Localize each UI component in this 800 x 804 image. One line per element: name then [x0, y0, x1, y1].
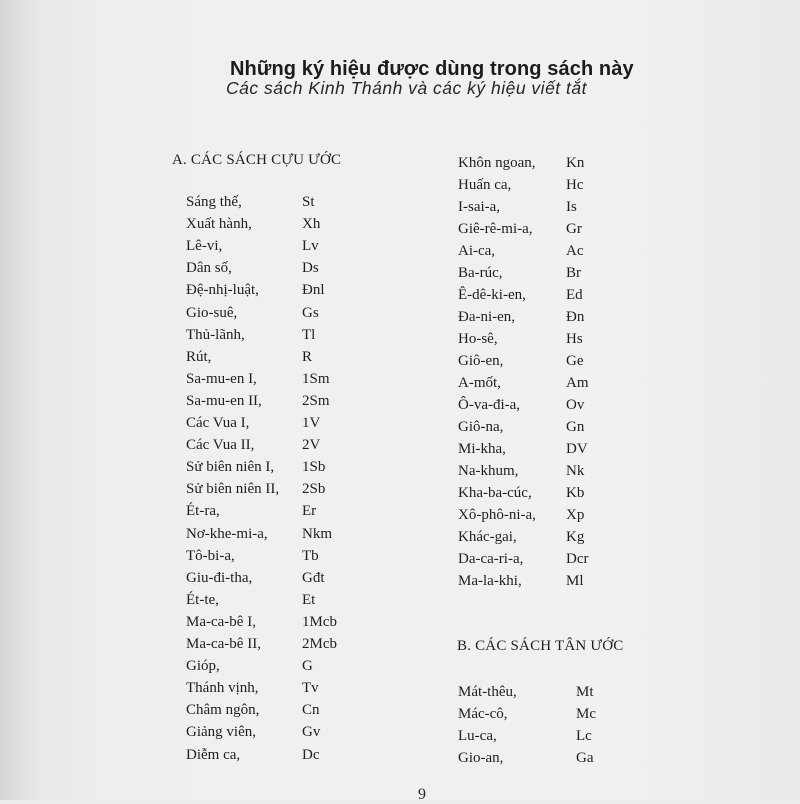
book-name: Kha-ba-cúc, [458, 485, 532, 501]
book-abbreviation: Ge [566, 353, 584, 369]
book-name: Giảng viên, [186, 724, 256, 741]
book-name: Đa-ni-en, [458, 309, 516, 325]
book-name: Xuất hành, [186, 216, 252, 233]
book-name: Da-ca-ri-a, [458, 551, 524, 567]
book-name: Sa-mu-en II, [186, 392, 262, 409]
book-abbreviation: 1Mcb [302, 613, 337, 630]
book-name: Ho-sê, [458, 331, 498, 347]
book-abbreviation: Mc [576, 706, 596, 722]
book-name: Khôn ngoan, [458, 155, 536, 171]
book-entry [458, 507, 678, 529]
book-entry [458, 243, 678, 265]
book-name: Diễm ca, [186, 746, 241, 763]
book-abbreviation: 2Sm [302, 392, 330, 409]
book-name: Các Vua II, [186, 437, 255, 454]
old-testament-title: A. CÁC SÁCH CỰU ƯỚC [172, 152, 342, 168]
book-abbreviation: Kb [566, 485, 585, 501]
book-abbreviation: Cn [302, 702, 320, 719]
book-entry [458, 750, 678, 772]
book-name: Đệ-nhị-luật, [186, 282, 259, 299]
book-abbreviation: Nk [566, 463, 585, 479]
book-abbreviation: Et [302, 591, 316, 608]
book-entry [458, 309, 678, 331]
book-name: Thủ-lãnh, [186, 326, 245, 343]
book-abbreviation: Hs [566, 331, 583, 347]
book-name: Sử biên niên II, [186, 481, 280, 498]
book-name: Giô-na, [458, 419, 504, 435]
book-entry [458, 155, 678, 177]
book-entry [186, 349, 406, 371]
book-name: Lê-vi, [186, 238, 223, 255]
book-abbreviation: Xp [566, 507, 585, 523]
book-entry [458, 441, 678, 463]
book-entry [458, 287, 678, 309]
book-entry [186, 282, 406, 304]
book-entry [458, 221, 678, 243]
book-abbreviation: 2Sb [302, 481, 326, 498]
book-name: Lu-ca, [458, 728, 497, 744]
book-entry [186, 592, 406, 614]
book-entry [186, 702, 406, 724]
book-abbreviation: Br [566, 265, 581, 281]
book-abbreviation: Gđt [302, 569, 325, 586]
book-abbreviation: 2Mcb [302, 636, 337, 652]
book-abbreviation: Gv [302, 724, 321, 741]
book-abbreviation: Tb [302, 547, 319, 564]
book-name: Mác-cô, [458, 706, 508, 722]
book-abbreviation: Ed [566, 287, 583, 303]
book-abbreviation: Lc [576, 728, 592, 744]
book-abbreviation: Đnl [302, 282, 325, 299]
book-entry [458, 551, 678, 573]
book-entry [458, 573, 678, 595]
page-number: 9 [418, 786, 426, 803]
book-entry [186, 658, 406, 680]
book-name: Na-khum, [458, 463, 519, 479]
book-entry [458, 706, 678, 728]
book-abbreviation: Kn [566, 155, 585, 171]
book-name: Giô-en, [458, 353, 504, 369]
book-name: Huấn ca, [458, 177, 512, 193]
book-name: Gióp, [186, 658, 220, 675]
book-abbreviation: 2V [302, 437, 321, 454]
book-entry [186, 747, 406, 769]
book-abbreviation: Gs [302, 304, 319, 321]
book-name: Sử biên niên I, [186, 459, 275, 476]
book-abbreviation: 1Sm [302, 370, 330, 387]
book-abbreviation: 1Sb [302, 459, 326, 476]
new-testament-title: B. CÁC SÁCH TÂN ƯỚC [457, 638, 624, 654]
book-abbreviation: Ds [302, 260, 319, 277]
book-name: Sa-mu-en I, [186, 370, 257, 387]
book-abbreviation: Mt [576, 684, 594, 700]
book-entry [186, 238, 406, 260]
book-entry [458, 331, 678, 353]
book-name: Tô-bi-a, [186, 547, 235, 564]
book-abbreviation: Am [566, 375, 589, 391]
book-entry [458, 177, 678, 199]
book-entry [186, 570, 406, 592]
book-name: Giê-rê-mi-a, [458, 221, 533, 237]
book-abbreviation: Ga [576, 750, 594, 766]
book-abbreviation: Hc [566, 177, 584, 193]
book-name: Khác-gai, [458, 529, 517, 545]
book-name: Ma-ca-bê II, [186, 636, 261, 652]
book-abbreviation: Ml [566, 573, 584, 589]
book-entry [186, 680, 406, 702]
book-entry [186, 327, 406, 349]
book-name: Ét-te, [186, 591, 219, 608]
book-entry [186, 194, 406, 216]
book-entry [186, 636, 406, 658]
book-abbreviation: Tl [302, 326, 316, 343]
book-name: A-mốt, [458, 375, 501, 391]
book-name: Dân số, [186, 260, 232, 277]
book-entry [186, 305, 406, 327]
book-name: Ét-ra, [186, 503, 220, 520]
book-abbreviation: St [302, 194, 315, 210]
book-entry [186, 526, 406, 548]
book-abbreviation: R [302, 348, 313, 365]
book-entry [186, 216, 406, 238]
book-entry [186, 393, 406, 415]
book-entry [458, 375, 678, 397]
book-entry [458, 419, 678, 441]
book-abbreviation: Ov [566, 397, 585, 413]
book-entry [186, 614, 406, 636]
book-abbreviation: Lv [302, 238, 319, 255]
book-abbreviation: Dc [302, 746, 320, 763]
book-name: Sáng thế, [186, 194, 242, 210]
book-name: Mi-kha, [458, 441, 506, 457]
book-abbreviation: Dcr [566, 551, 589, 567]
book-abbreviation: 1V [302, 415, 321, 431]
book-entry [458, 728, 678, 750]
book-entry [186, 503, 406, 525]
book-name: Các Vua I, [186, 415, 250, 431]
book-name: Mát-thêu, [458, 684, 517, 700]
book-name: Xô-phô-ni-a, [458, 507, 536, 523]
book-abbreviation: Xh [302, 216, 321, 233]
book-name: Ai-ca, [458, 243, 496, 259]
book-entry [186, 415, 406, 437]
book-abbreviation: DV [566, 441, 588, 457]
book-entry [186, 437, 406, 459]
book-entry [458, 485, 678, 507]
book-name: Gio-suê, [186, 304, 238, 321]
book-name: Ba-rúc, [458, 265, 503, 281]
book-entry [186, 724, 406, 746]
book-entry [186, 481, 406, 503]
book-name: Nơ-khe-mi-a, [186, 525, 268, 542]
page-heading: Những ký hiệu được dùng trong sách này [230, 58, 634, 80]
book-name: Ô-va-đi-a, [458, 397, 521, 413]
book-entry [186, 260, 406, 282]
book-abbreviation: Ac [566, 243, 584, 259]
book-abbreviation: Gn [566, 419, 585, 435]
book-abbreviation: Kg [566, 529, 585, 545]
book-abbreviation: G [302, 658, 313, 675]
book-entry [186, 371, 406, 393]
book-entry [458, 463, 678, 485]
book-name: I-sai-a, [458, 199, 501, 215]
book-entry [186, 459, 406, 481]
book-entry [458, 684, 678, 706]
book-name: Giu-đi-tha, [186, 569, 253, 586]
book-name: Ma-ca-bê I, [186, 613, 256, 630]
book-abbreviation: Nkm [302, 525, 332, 542]
book-abbreviation: Đn [566, 309, 585, 325]
book-name: Ma-la-khi, [458, 573, 522, 589]
book-entry [458, 265, 678, 287]
book-entry [458, 199, 678, 221]
book-entry [458, 353, 678, 375]
book-abbreviation: Gr [566, 221, 582, 237]
book-name: Rút, [186, 348, 212, 365]
book-abbreviation: Er [302, 503, 317, 520]
page-subheading: Các sách Kinh Thánh và các ký hiệu viết tắt [226, 78, 587, 98]
book-abbreviation: Tv [302, 680, 319, 697]
book-name: Gio-an, [458, 750, 504, 766]
book-entry [458, 397, 678, 419]
book-name: Ê-dê-ki-en, [458, 287, 526, 303]
book-name: Châm ngôn, [186, 702, 260, 719]
book-entry [458, 529, 678, 551]
book-abbreviation: Is [566, 199, 577, 215]
book-entry [186, 548, 406, 570]
book-name: Thánh vịnh, [186, 680, 259, 697]
